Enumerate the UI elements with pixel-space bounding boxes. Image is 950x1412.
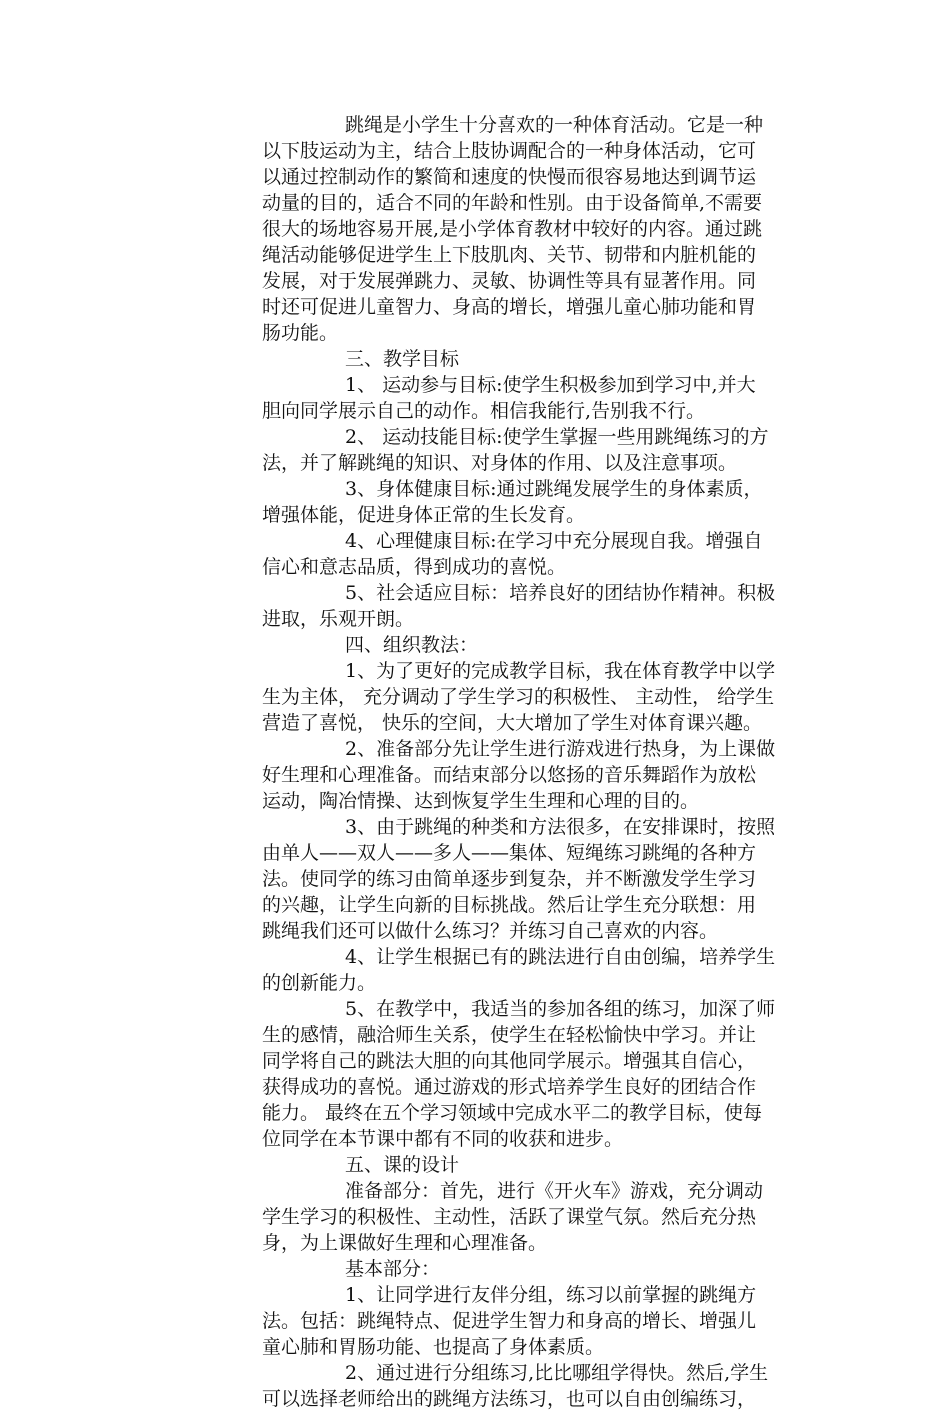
text-line: 发展，对于发展弹跳力、灵敏、协调性等具有显著作用。同: [262, 270, 757, 292]
text-line: 增强体能，促进身体正常的生长发育。: [262, 504, 586, 526]
text-line: 很大的场地容易开展,是小学体育教材中较好的内容。通过跳: [262, 218, 763, 240]
text-line: 肠功能。: [262, 322, 339, 344]
text-line: 获得成功的喜悦。通过游戏的形式培养学生良好的团结合作: [262, 1076, 757, 1098]
text-line: 信心和意志品质，得到成功的喜悦。: [262, 556, 567, 578]
text-line: 的兴趣，让学生向新的目标挑战。然后让学生充分联想：用: [262, 894, 757, 916]
text-line: 位同学在本节课中都有不同的收获和进步。: [262, 1128, 624, 1150]
text-line: 5、社会适应目标：培养良好的团结协作精神。积极: [345, 582, 776, 604]
text-line: 胆向同学展示自己的动作。相信我能行,告别我不行。: [262, 400, 706, 422]
text-line: 以通过控制动作的繁简和速度的快慢而很容易地达到调节运: [262, 166, 757, 188]
text-line: 由单人——双人——多人——集体、短绳练习跳绳的各种方: [262, 842, 757, 864]
text-line: 法。包括：跳绳特点、促进学生智力和身高的增长、增强儿: [262, 1310, 757, 1332]
text-line: 三、教学目标: [345, 348, 460, 370]
text-line: 五、课的设计: [345, 1154, 460, 1176]
text-line: 能力。 最终在五个学习领域中完成水平二的教学目标，使每: [262, 1102, 763, 1124]
text-line: 2、 运动技能目标:使学生掌握一些用跳绳练习的方: [345, 426, 769, 448]
text-line: 法，并了解跳绳的知识、对身体的作用、以及注意事项。: [262, 452, 738, 474]
text-line: 的创新能力。: [262, 972, 377, 994]
text-line: 2、通过进行分组练习,比比哪组学得快。然后,学生: [345, 1362, 769, 1384]
text-line: 可以选择老师给出的跳绳方法练习，也可以自由创编练习，: [262, 1388, 757, 1410]
document-body: [262, 112, 782, 1412]
text-line: 童心肺和胃肠功能、也提高了身体素质。: [262, 1336, 605, 1358]
text-line: 以下肢运动为主，结合上肢协调配合的一种身体活动，它可: [262, 140, 757, 162]
text-line: 准备部分：首先，进行《开火车》游戏，充分调动: [345, 1180, 764, 1202]
text-line: 跳绳是小学生十分喜欢的一种体育活动。它是一种: [345, 114, 764, 136]
text-line: 身，为上课做好生理和心理准备。: [262, 1232, 548, 1254]
text-line: 动量的目的，适合不同的年龄和性别。由于设备简单,不需要: [262, 192, 763, 214]
text-line: 4、让学生根据已有的跳法进行自由创编，培养学生: [345, 946, 776, 968]
text-line: 法。使同学的练习由简单逐步到复杂，并不断激发学生学习: [262, 868, 757, 890]
text-line: 3、由于跳绳的种类和方法很多，在安排课时，按照: [345, 816, 776, 838]
text-line: 2、准备部分先让学生进行游戏进行热身，为上课做: [345, 738, 776, 760]
text-line: 同学将自己的跳法大胆的向其他同学展示。增强其自信心，: [262, 1050, 757, 1072]
text-line: 四、组织教法：: [345, 634, 479, 656]
text-line: 绳活动能够促进学生上下肢肌肉、关节、韧带和内脏机能的: [262, 244, 757, 266]
text-line: 学生学习的积极性、主动性，活跃了课堂气氛。然后充分热: [262, 1206, 757, 1228]
text-line: 4、心理健康目标:在学习中充分展现自我。增强自: [345, 530, 763, 552]
text-line: 1、为了更好的完成教学目标，我在体育教学中以学: [345, 660, 776, 682]
text-line: 1、 运动参与目标:使学生积极参加到学习中,并大: [345, 374, 756, 396]
text-line: 营造了喜悦， 快乐的空间，大大增加了学生对体育课兴趣。: [262, 712, 763, 734]
text-line: 生的感情，融洽师生关系，使学生在轻松愉快中学习。并让: [262, 1024, 757, 1046]
text-line: 基本部分：: [345, 1258, 441, 1280]
text-line: 好生理和心理准备。而结束部分以悠扬的音乐舞蹈作为放松: [262, 764, 757, 786]
text-line: 3、身体健康目标:通过跳绳发展学生的身体素质，: [345, 478, 763, 500]
text-line: 生为主体， 充分调动了学生学习的积极性、 主动性， 给学生: [262, 686, 775, 708]
text-line: 进取，乐观开朗。: [262, 608, 415, 630]
text-line: 1、让同学进行友伴分组，练习以前掌握的跳绳方: [345, 1284, 757, 1306]
text-line: 跳绳我们还可以做什么练习？并练习自己喜欢的内容。: [262, 920, 719, 942]
text-line: 运动，陶冶情操、达到恢复学生生理和心理的目的。: [262, 790, 700, 812]
text-line: 5、在教学中，我适当的参加各组的练习，加深了师: [345, 998, 776, 1020]
text-line: 时还可促进儿童智力、身高的增长，增强儿童心肺功能和胃: [262, 296, 757, 318]
